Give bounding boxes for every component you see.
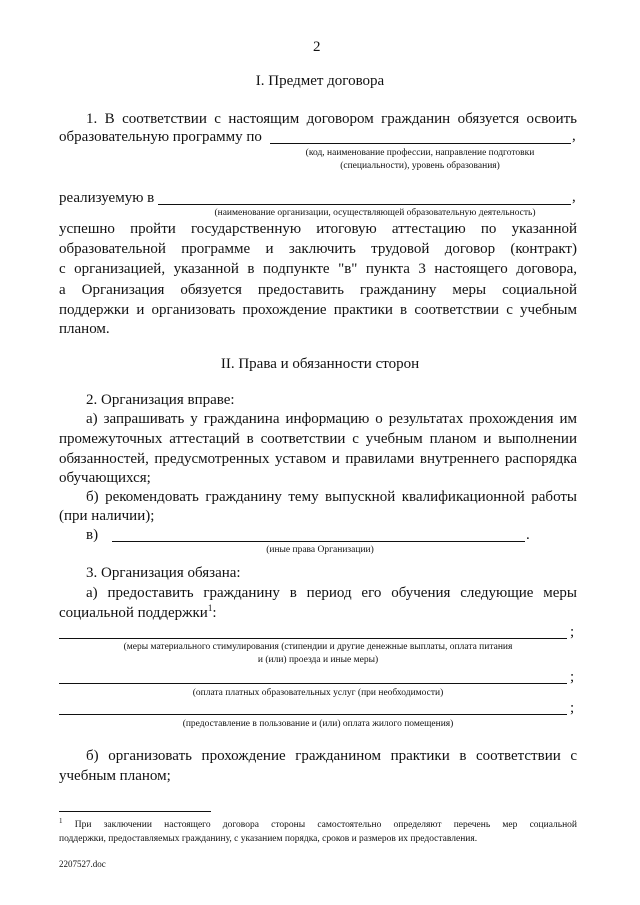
organization-blank-line <box>158 204 571 205</box>
program-line-end: , <box>572 128 576 144</box>
paragraph-3a-line-1: а) предоставить гражданину в период его обучения следующие меры <box>86 585 577 601</box>
colon: : <box>212 605 217 621</box>
realize-label: реализуемую в <box>59 190 155 206</box>
paragraph-1-last-line: планом. <box>59 321 110 337</box>
program-blank-line <box>270 143 571 144</box>
housing-blank-line <box>59 714 567 715</box>
paragraph-2a-line-2: промежуточных аттестаций в соответствии с учебным планом и выполнении <box>59 431 577 447</box>
paragraph-2b-last-line: (при наличии); <box>59 508 155 524</box>
page-number: 2 <box>313 39 321 55</box>
footnote-line-2: поддержки, предоставляемых гражданину, с указанием порядка, сроков и размеров их предоставления. <box>59 834 478 844</box>
paragraph-1-line-4: образовательной программе и заключить трудовой договор (контракт) <box>59 241 577 257</box>
paragraph-2-heading: 2. Организация вправе: <box>86 392 235 408</box>
caption-organization: (наименование организации, осуществляющей образовательную деятельность) <box>214 208 536 218</box>
paragraph-3b-line-1: б) организовать прохождение гражданином практики в соответствии с <box>86 748 577 764</box>
footnote-marker: 1 <box>59 816 63 825</box>
paragraph-2a-last-line: обучающихся; <box>59 470 151 486</box>
paragraph-1-line-1: 1. В соответствии с настоящим договором гражданин обязуется освоить <box>86 111 577 127</box>
section-2-title: II. Права и обязанности сторон <box>220 356 420 372</box>
measures-blank-line <box>59 638 567 639</box>
footnote-separator <box>59 811 211 812</box>
measures-semicolon: ; <box>570 624 575 640</box>
file-name: 2207527.doc <box>59 859 106 869</box>
caption-housing: (предоставление в пользование и (или) оплата жилого помещения) <box>182 719 454 729</box>
caption-other-rights: (иные права Организации) <box>266 545 374 555</box>
paragraph-2v-end: . <box>526 527 530 543</box>
caption-paid-services: (оплата платных образовательных услуг (при необходимости) <box>192 688 444 698</box>
paragraph-2a-line-3: обязанностей, предусмотренных уставом и правилами внутреннего распорядка <box>59 451 577 467</box>
paragraph-3-heading: 3. Организация обязана: <box>86 565 241 581</box>
paragraph-3a-last-line <box>59 604 217 623</box>
paragraph-2a-line-1: а) запрашивать у гражданина информацию о результатах прохождения им <box>86 411 577 427</box>
paragraph-1-line-6: а Организация обязуется предоставить гражданину меры социальной <box>59 282 577 298</box>
program-label: образовательную программу по <box>59 129 262 145</box>
realize-line-end: , <box>572 189 576 205</box>
footnote-line-1 <box>59 818 577 832</box>
paragraph-1-line-7: поддержки и организовать прохождение практики в соответствии с учебным <box>59 302 577 318</box>
other-rights-blank-line <box>112 541 525 542</box>
caption-measures-1: (меры материального стимулирования (стипендии и другие денежные выплаты, оплата питания <box>123 642 513 652</box>
paragraph-1-line-3: успешно пройти государственную итоговую аттестацию по указанной <box>59 221 577 237</box>
caption-program-1: (код, наименование профессии, направление подготовки <box>305 148 535 158</box>
social-support-text: социальной поддержки <box>59 605 208 621</box>
section-1-title: I. Предмет договора <box>255 73 385 89</box>
caption-measures-2: и (или) проезда и иные меры) <box>257 655 379 665</box>
footnote-reference: 1 <box>207 603 213 613</box>
paragraph-3b-last-line: учебным планом; <box>59 768 171 784</box>
paid-services-semicolon: ; <box>570 669 575 685</box>
paid-services-blank-line <box>59 683 567 684</box>
caption-program-2: (специальности), уровень образования) <box>340 161 500 171</box>
paragraph-2v-label: в) <box>86 527 99 543</box>
footnote-text-1: При заключении настоящего договора стороны самостоятельно определяют перечень мер социальной <box>74 820 577 830</box>
paragraph-1-line-5: с организацией, указанной в подпункте "в" пункта 3 настоящего договора, <box>59 261 577 277</box>
housing-semicolon: ; <box>570 700 575 716</box>
paragraph-2b-line-1: б) рекомендовать гражданину тему выпускной квалификационной работы <box>86 489 577 505</box>
